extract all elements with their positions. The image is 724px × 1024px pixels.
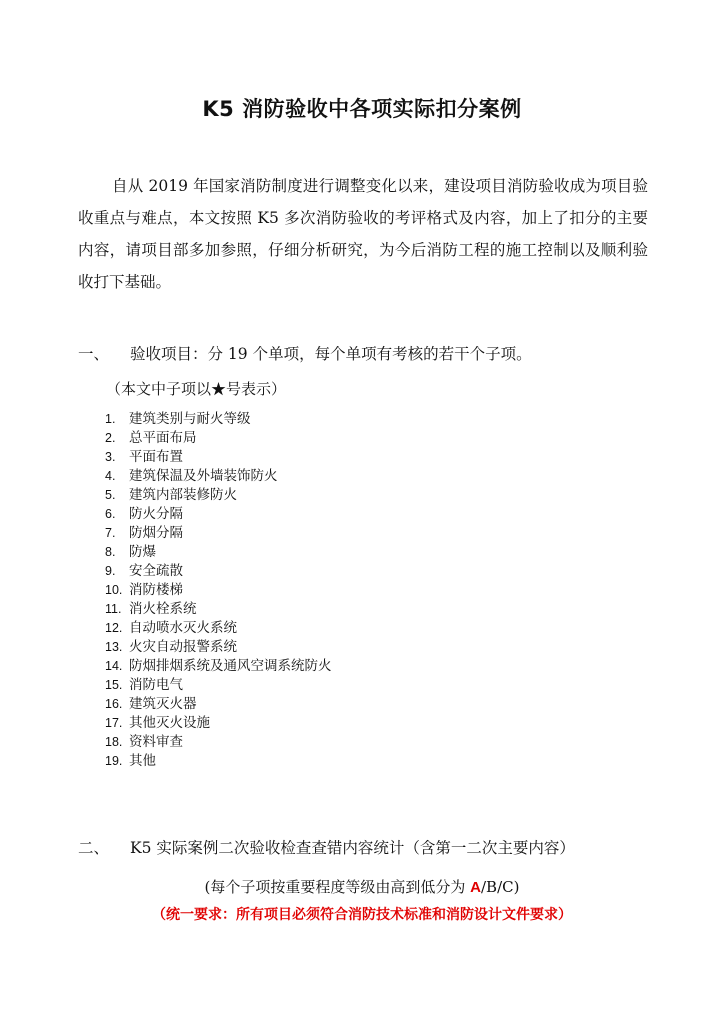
list-item-number: 7.: [105, 526, 116, 540]
section-2-heading: [78, 836, 575, 858]
list-item-label: 平面布置: [129, 449, 183, 465]
list-item: [105, 486, 332, 505]
list-item: [105, 752, 332, 771]
list-item: [105, 543, 332, 562]
list-item-number: 3.: [105, 450, 116, 464]
list-item-label: 建筑灭火器: [129, 696, 197, 712]
list-item-label: 消防楼梯: [129, 582, 183, 598]
list-item-label: 建筑保温及外墙装饰防火: [129, 468, 278, 484]
list-item-number: 17.: [105, 716, 123, 730]
list-item-number: 16.: [105, 697, 123, 711]
list-item-label: 安全疏散: [129, 563, 183, 579]
list-item: [105, 448, 332, 467]
inspection-item-list: [105, 410, 332, 771]
list-item-label: 防烟排烟系统及通风空调系统防火: [129, 658, 332, 674]
list-item-number: 9.: [105, 564, 116, 578]
section-2-number: 二、: [78, 839, 110, 857]
grade-prefix: (每个子项按重要程度等级由高到低分为: [204, 878, 471, 896]
list-item-number: 2.: [105, 431, 116, 445]
list-item: [105, 600, 332, 619]
list-item-number: 5.: [105, 488, 116, 502]
list-item: [105, 429, 332, 448]
document-title: K5 消防验收中各项实际扣分案例: [202, 97, 522, 121]
list-item: [105, 505, 332, 524]
list-item: [105, 581, 332, 600]
list-item-number: 4.: [105, 469, 116, 483]
list-item-label: 其他: [129, 753, 156, 769]
section-1-text: 验收项目：分 19 个单项，每个单项有考核的若干个子项。: [130, 345, 532, 363]
list-item-label: 总平面布局: [129, 430, 197, 446]
section-1-note: （本文中子项以★号表示）: [106, 380, 287, 398]
section-1-heading: [78, 342, 532, 364]
list-item-label: 建筑类别与耐火等级: [129, 411, 251, 427]
grade-note: [0, 876, 724, 897]
unified-requirement: （统一要求：所有项目必须符合消防技术标准和消防设计文件要求）: [152, 907, 572, 923]
intro-paragraph: 自从 2019 年国家消防制度进行调整变化以来，建设项目消防验收成为项目验收重点与难点，本文按照 K5 多次消防验收的考评格式及内容，加上了扣分的主要内容，请项目部多加参照，仔细分析研究，为今后消防工程的施工控制以及顺利验收打下基础。: [78, 177, 648, 291]
section-1-number: 一、: [78, 345, 110, 363]
list-item-label: 消防电气: [129, 677, 183, 693]
list-item-number: 14.: [105, 659, 123, 673]
list-item: [105, 695, 332, 714]
list-item-label: 自动喷水灭火系统: [129, 620, 237, 636]
list-item: [105, 410, 332, 429]
grade-suffix: /B/C): [481, 878, 520, 896]
list-item: [105, 676, 332, 695]
list-item: [105, 619, 332, 638]
list-item: [105, 562, 332, 581]
list-item: [105, 638, 332, 657]
list-item-label: 防爆: [129, 544, 156, 560]
list-item-number: 12.: [105, 621, 123, 635]
list-item-label: 其他灭火设施: [129, 715, 210, 731]
list-item-number: 8.: [105, 545, 116, 559]
list-item: [105, 733, 332, 752]
list-item-number: 19.: [105, 754, 123, 768]
list-item: [105, 714, 332, 733]
list-item-label: 资料审查: [129, 734, 183, 750]
list-item-number: 11.: [105, 602, 122, 616]
list-item-number: 13.: [105, 640, 123, 654]
list-item: [105, 657, 332, 676]
list-item-number: 18.: [105, 735, 123, 749]
list-item: [105, 467, 332, 486]
list-item-label: 消火栓系统: [129, 601, 197, 617]
list-item-number: 6.: [105, 507, 116, 521]
list-item-number: 1.: [105, 412, 116, 426]
list-item-label: 火灾自动报警系统: [129, 639, 237, 655]
list-item-label: 建筑内部装修防火: [129, 487, 237, 503]
list-item: [105, 524, 332, 543]
section-2-text: K5 实际案例二次验收检查查错内容统计（含第一二次主要内容）: [130, 839, 575, 857]
list-item-number: 10.: [105, 583, 123, 597]
grade-a: A: [470, 879, 481, 896]
list-item-label: 防火分隔: [129, 506, 183, 522]
list-item-label: 防烟分隔: [129, 525, 183, 541]
list-item-number: 15.: [105, 678, 123, 692]
